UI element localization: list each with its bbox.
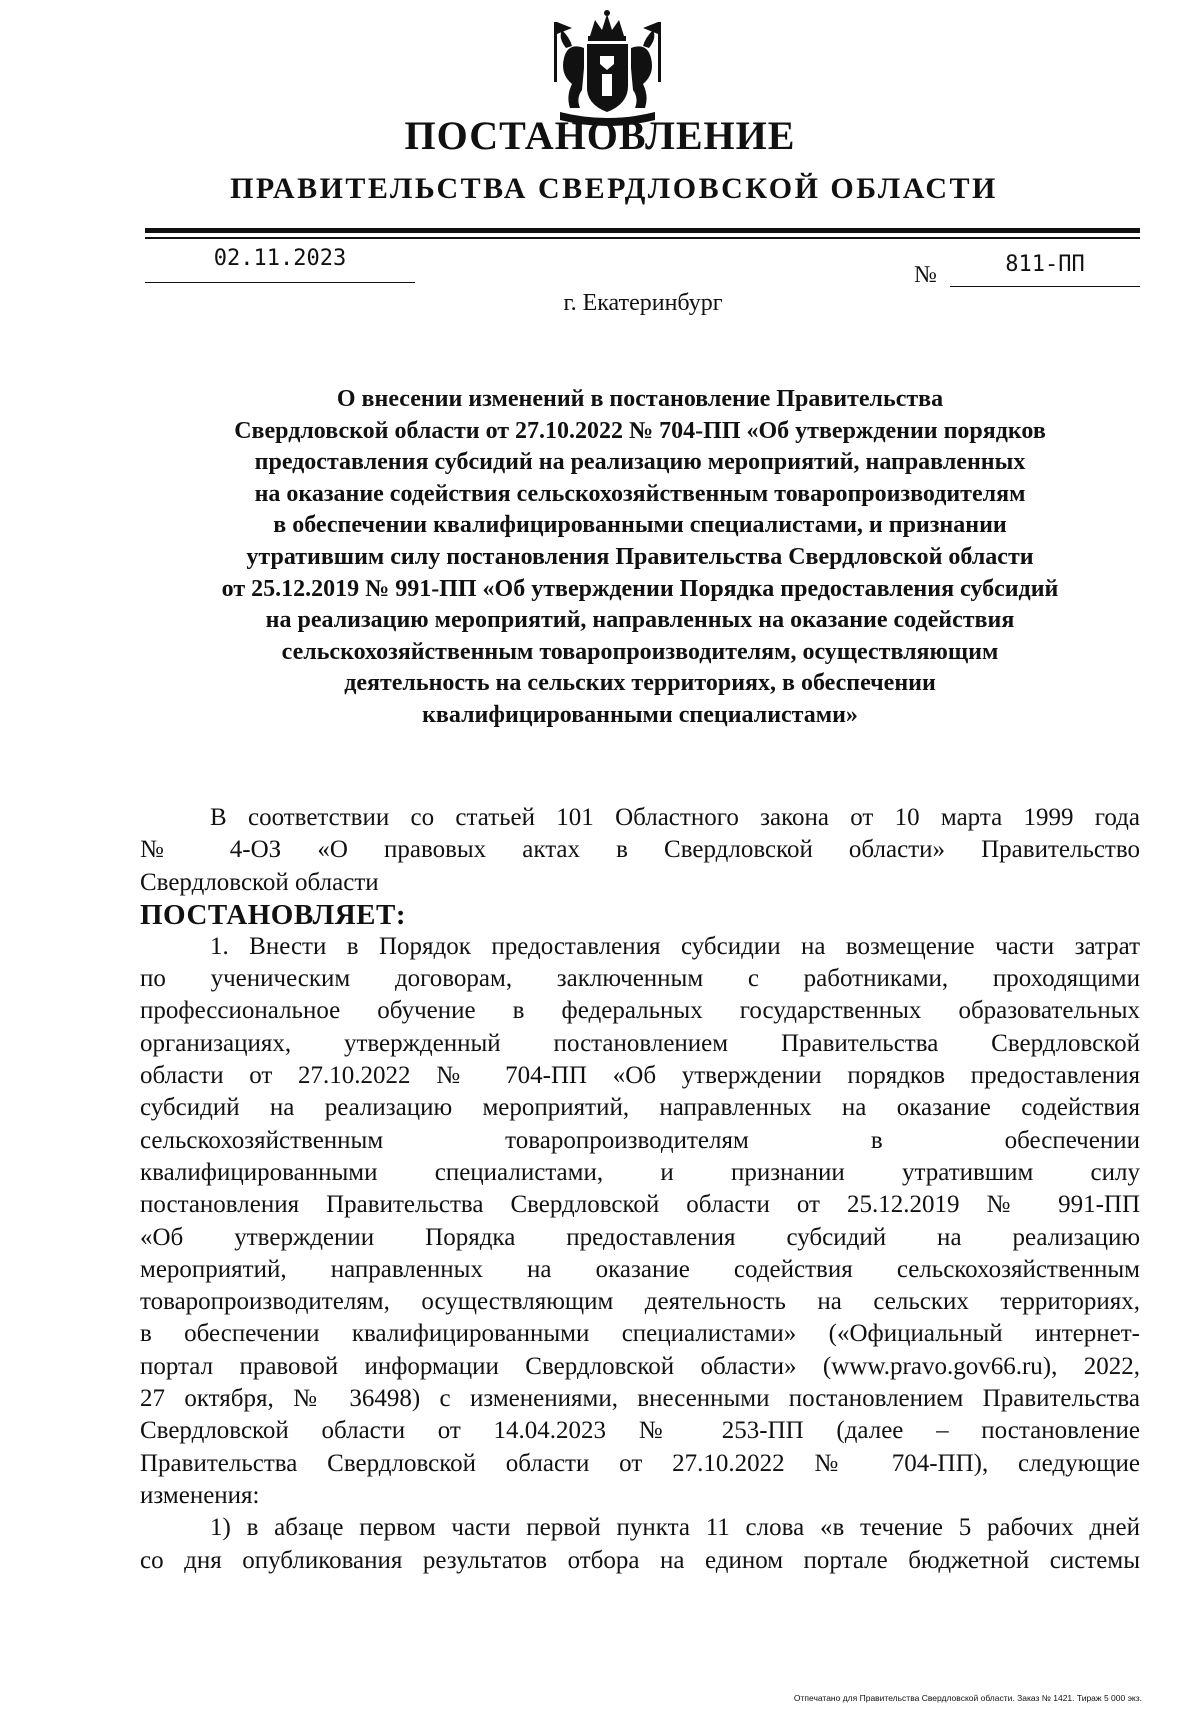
item-1-line: мероприятий, направленных на оказание содействия сельскохозяйственным (140, 1255, 1140, 1283)
decree-word: ПОСТАНОВЛЯЕТ: (140, 898, 406, 931)
title-line: в обеспечении квалифицированными специалистами, и признании (273, 512, 1007, 539)
item-1-line: области от 27.10.2022 № 704-ПП «Об утверждении порядков предоставления (140, 1062, 1140, 1090)
preamble-paragraph (140, 802, 1140, 899)
item-1-line: сельскохозяйственным товаропроизводителям в обеспечении (140, 1126, 1140, 1154)
issue-city: г. Екатеринбург (563, 290, 723, 316)
print-imprint-footer: Отпечатано для Правительства Свердловской области. Заказ № 1421. Тираж 5 000 экз. (793, 1693, 1142, 1703)
item-1-line: 27 октября, № 36498) с изменениями, внесенными постановлением Правительства (140, 1385, 1140, 1413)
title-line: предоставления субсидий на реализацию мероприятий, направленных (254, 449, 1026, 476)
preamble-line: № 4-ОЗ «О правовых актах в Свердловской области» Правительство (140, 836, 1140, 864)
title-line: О внесении изменений в постановление Правительства (336, 386, 944, 412)
header-divider-thin (145, 237, 1140, 239)
document-title (140, 384, 1140, 732)
item-1-line: квалифицированными специалистами, и признании утратившим силу (140, 1158, 1140, 1186)
item-1-line: субсидий на реализацию мероприятий, направленных на оказание содействия (140, 1094, 1140, 1122)
document-body (140, 802, 1140, 1577)
preamble-line: Свердловской области (140, 868, 379, 896)
document-type: ПОСТАНОВЛЕНИЕ (404, 113, 796, 158)
item-1-line: Свердловской области от 14.04.2023 № 253-ПП (далее – постановление (140, 1417, 1140, 1445)
item-1-line: 1. Внести в Порядок предоставления субсидии на возмещение части затрат (210, 932, 1140, 960)
item-1-line: организациях, утвержденный постановлением Правительства Свердловской (140, 1029, 1140, 1057)
subitem-1-paragraph (140, 1512, 1140, 1577)
item-1-line: Правительства Свердловской области от 27.10.2022 № 704-ПП), следующие (140, 1449, 1140, 1477)
item-1-line: «Об утверждении Порядка предоставления субсидий на реализацию (140, 1223, 1140, 1251)
title-line: на реализацию мероприятий, направленных на оказание содействия (265, 607, 1015, 634)
item-1-line: постановления Правительства Свердловской области от 25.12.2019 № 991-ПП (140, 1191, 1140, 1219)
item-1-line: товаропроизводителям, осуществляющим деятельность на сельских территориях, (140, 1288, 1140, 1316)
item-1-line: изменения: (140, 1481, 260, 1509)
title-line: Свердловской области от 27.10.2022 № 704-ПП «Об утверждении порядков (234, 417, 1046, 444)
title-line: утратившим силу постановления Правительства Свердловской области (246, 543, 1034, 570)
item-1-line: по ученическим договорам, заключенным с работниками, проходящими (140, 965, 1140, 993)
subitem-1-line: 1) в абзаце первом части первой пункта 11 слова «в течение 5 рабочих дней (210, 1514, 1140, 1542)
subitem-1-line: со дня опубликования результатов отбора на едином портале бюджетной системы (140, 1546, 1140, 1574)
preamble-line: В соответствии со статьей 101 Областного закона от 10 марта 1999 года (210, 804, 1140, 831)
issuing-authority: ПРАВИТЕЛЬСТВА СВЕРДЛОВСКОЙ ОБЛАСТИ (230, 172, 998, 205)
item-1-line: в обеспечении квалифицированными специалистами» («Официальный интернет- (140, 1320, 1140, 1348)
title-line: от 25.12.2019 № 991-ПП «Об утверждении Порядка предоставления субсидий (221, 575, 1059, 602)
title-line: сельскохозяйственным товаропроизводителям, осуществляющим (281, 638, 999, 665)
item-1-paragraph (140, 931, 1140, 1512)
item-1-line: профессиональное обучение в федеральных государственных образовательных (140, 997, 1140, 1025)
title-line: на оказание содействия сельскохозяйственным товаропроизводителям (254, 480, 1026, 507)
item-1-line: портал правовой информации Свердловской области» (www.pravo.gov66.ru), 2022, (140, 1352, 1140, 1380)
number-label: № (914, 262, 937, 288)
title-line: деятельность на сельских территориях, в обеспечении (344, 670, 936, 697)
title-line: квалифицированными специалистами» (422, 701, 858, 728)
document-number: 811-ПП (950, 252, 1140, 287)
document-date: 02.11.2023 (145, 246, 415, 283)
header-divider-thick (145, 228, 1140, 233)
